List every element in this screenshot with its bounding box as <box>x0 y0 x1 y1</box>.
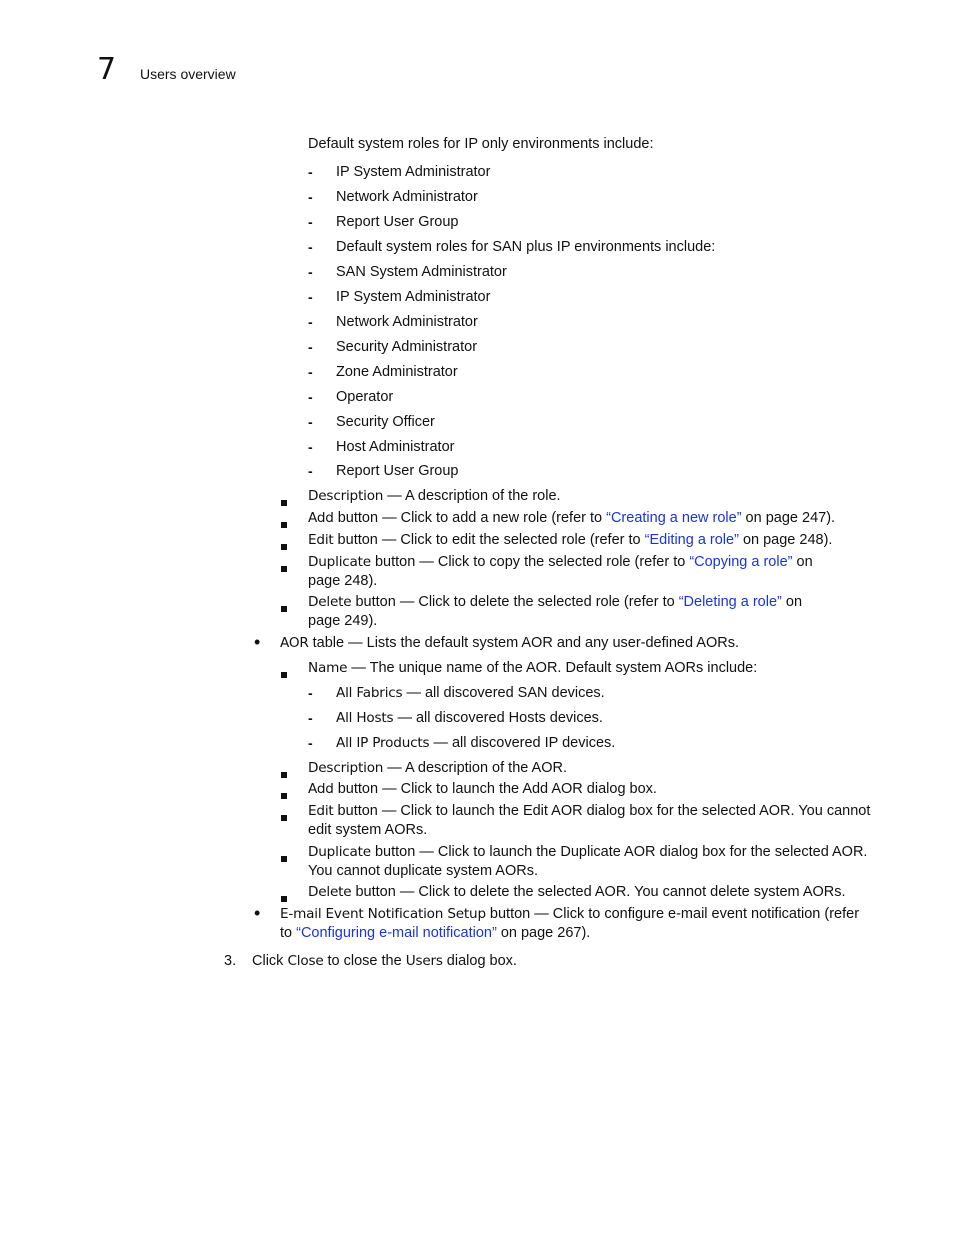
aor-edit-continuation: edit system AORs. <box>308 822 428 838</box>
term: Name <box>308 660 348 676</box>
item-text: on <box>781 594 803 610</box>
item-text: on <box>792 554 813 570</box>
item-text: table — Lists the default system AOR and any user-defined AORs. <box>308 635 739 651</box>
dash-marker: - <box>308 164 313 180</box>
dash-marker: - <box>308 289 313 305</box>
term: Add <box>308 781 334 797</box>
aor-name-item <box>308 659 757 677</box>
square-bullet <box>281 786 287 804</box>
item-text: on page 248). <box>738 532 833 548</box>
aor-description-item <box>308 759 567 777</box>
term: Edit <box>308 803 334 819</box>
term: Duplicate <box>308 554 371 570</box>
step-number: 3. <box>224 953 237 969</box>
item-text: — The unique name of the AOR. Default system AORs include: <box>347 660 758 676</box>
square-bullet <box>281 849 287 867</box>
square-bullet <box>281 808 287 826</box>
item-text: button — Click to add a new role (refer to <box>333 510 607 526</box>
users-term: Users <box>405 953 443 969</box>
item-text: — A description of the AOR. <box>383 760 567 776</box>
square-bullet <box>281 493 287 511</box>
term: Delete <box>308 594 352 610</box>
step-text: Click <box>252 953 288 969</box>
square-bullet <box>281 599 287 617</box>
item-text: button — Click to edit the selected role (refer to <box>333 532 645 548</box>
aor-delete-item <box>308 883 846 901</box>
term: Add <box>308 510 334 526</box>
list-item: Zone Administrator <box>336 364 458 380</box>
step-text: dialog box. <box>442 953 517 969</box>
configuring-email-link[interactable]: “Configuring e-mail notification” <box>296 925 497 941</box>
role-delete-item <box>308 593 802 611</box>
item-text: — A description of the role. <box>383 488 561 504</box>
list-item: Security Officer <box>336 414 435 430</box>
item-text: button — Click to launch the Add AOR dialog box. <box>333 781 657 797</box>
item-text: button — Click to delete the selected AOR. You cannot delete system AORs. <box>351 884 846 900</box>
item-text: button — Click to copy the selected role (refer to <box>370 554 690 570</box>
role-duplicate-continuation: page 248). <box>308 573 378 589</box>
list-item: Default system roles for SAN plus IP environments include: <box>336 239 716 255</box>
term: Delete <box>308 884 352 900</box>
list-item: IP System Administrator <box>336 164 491 180</box>
term: All Hosts <box>336 710 394 726</box>
aor-duplicate-continuation: You cannot duplicate system AORs. <box>308 863 538 879</box>
list-item: Report User Group <box>336 463 459 479</box>
email-setup-continuation <box>280 924 590 942</box>
dash-marker: - <box>308 735 313 751</box>
square-bullet <box>281 515 287 533</box>
step-3-text <box>252 952 517 970</box>
dash-marker: - <box>308 463 313 479</box>
dash-marker: - <box>308 189 313 205</box>
square-bullet <box>281 665 287 683</box>
item-text: on page 247). <box>741 510 836 526</box>
term: Description <box>308 760 384 776</box>
square-bullet <box>281 559 287 577</box>
chapter-title: Users overview <box>140 66 236 82</box>
item-text: button — Click to launch the Edit AOR dialog box for the selected AOR. You cannot <box>333 803 871 819</box>
term: Description <box>308 488 384 504</box>
item-text: button — Click to configure e-mail event notification (refer <box>485 906 860 922</box>
dash-marker: - <box>308 214 313 230</box>
aor-default-item <box>336 684 605 702</box>
close-term: Close <box>287 953 324 969</box>
list-item: SAN System Administrator <box>336 264 507 280</box>
aor-default-item <box>336 709 603 727</box>
item-text: button — Click to launch the Duplicate AOR dialog box for the selected AOR. <box>370 844 868 860</box>
round-bullet: • <box>254 632 261 652</box>
email-setup-item <box>280 905 859 923</box>
list-item: IP System Administrator <box>336 289 491 305</box>
dash-marker: - <box>308 414 313 430</box>
dash-marker: - <box>308 685 313 701</box>
term: Edit <box>308 532 334 548</box>
intro-text: Default system roles for IP only environments include: <box>308 136 654 152</box>
aor-table-item <box>280 634 739 652</box>
dash-marker: - <box>308 710 313 726</box>
dash-marker: - <box>308 389 313 405</box>
role-add-item <box>308 509 835 527</box>
creating-role-link[interactable]: “Creating a new role” <box>606 510 742 526</box>
item-text: — all discovered Hosts devices. <box>393 710 603 726</box>
chapter-number: 7 <box>97 52 117 87</box>
role-delete-continuation: page 249). <box>308 613 378 629</box>
list-item: Security Administrator <box>336 339 478 355</box>
role-duplicate-item <box>308 553 813 571</box>
dash-marker: - <box>308 339 313 355</box>
dash-marker: - <box>308 314 313 330</box>
dash-marker: - <box>308 439 313 455</box>
editing-role-link[interactable]: “Editing a role” <box>644 532 739 548</box>
list-item: Network Administrator <box>336 189 478 205</box>
role-description-item <box>308 487 561 505</box>
aor-default-item <box>336 734 615 752</box>
aor-edit-item <box>308 802 870 820</box>
term: E-mail Event Notification Setup <box>280 906 486 922</box>
item-text: button — Click to delete the selected role (refer to <box>351 594 679 610</box>
item-text: to <box>280 925 297 941</box>
term: Duplicate <box>308 844 371 860</box>
round-bullet: • <box>254 903 261 923</box>
square-bullet <box>281 537 287 555</box>
item-text: — all discovered SAN devices. <box>402 685 605 701</box>
dash-marker: - <box>308 264 313 280</box>
dash-marker: - <box>308 364 313 380</box>
role-edit-item <box>308 531 832 549</box>
term: All Fabrics <box>336 685 403 701</box>
item-text: on page 267). <box>496 925 591 941</box>
aor-add-item <box>308 780 657 798</box>
item-text: — all discovered IP devices. <box>429 735 616 751</box>
list-item: Report User Group <box>336 214 459 230</box>
deleting-role-link[interactable]: “Deleting a role” <box>678 594 782 610</box>
list-item: Network Administrator <box>336 314 478 330</box>
step-text: to close the <box>323 953 406 969</box>
copying-role-link[interactable]: “Copying a role” <box>689 554 793 570</box>
square-bullet <box>281 765 287 783</box>
list-item: Host Administrator <box>336 439 455 455</box>
aor-duplicate-item <box>308 843 867 861</box>
list-item: Operator <box>336 389 394 405</box>
term: AOR <box>280 635 309 651</box>
term: All IP Products <box>336 735 430 751</box>
dash-marker: - <box>308 239 313 255</box>
